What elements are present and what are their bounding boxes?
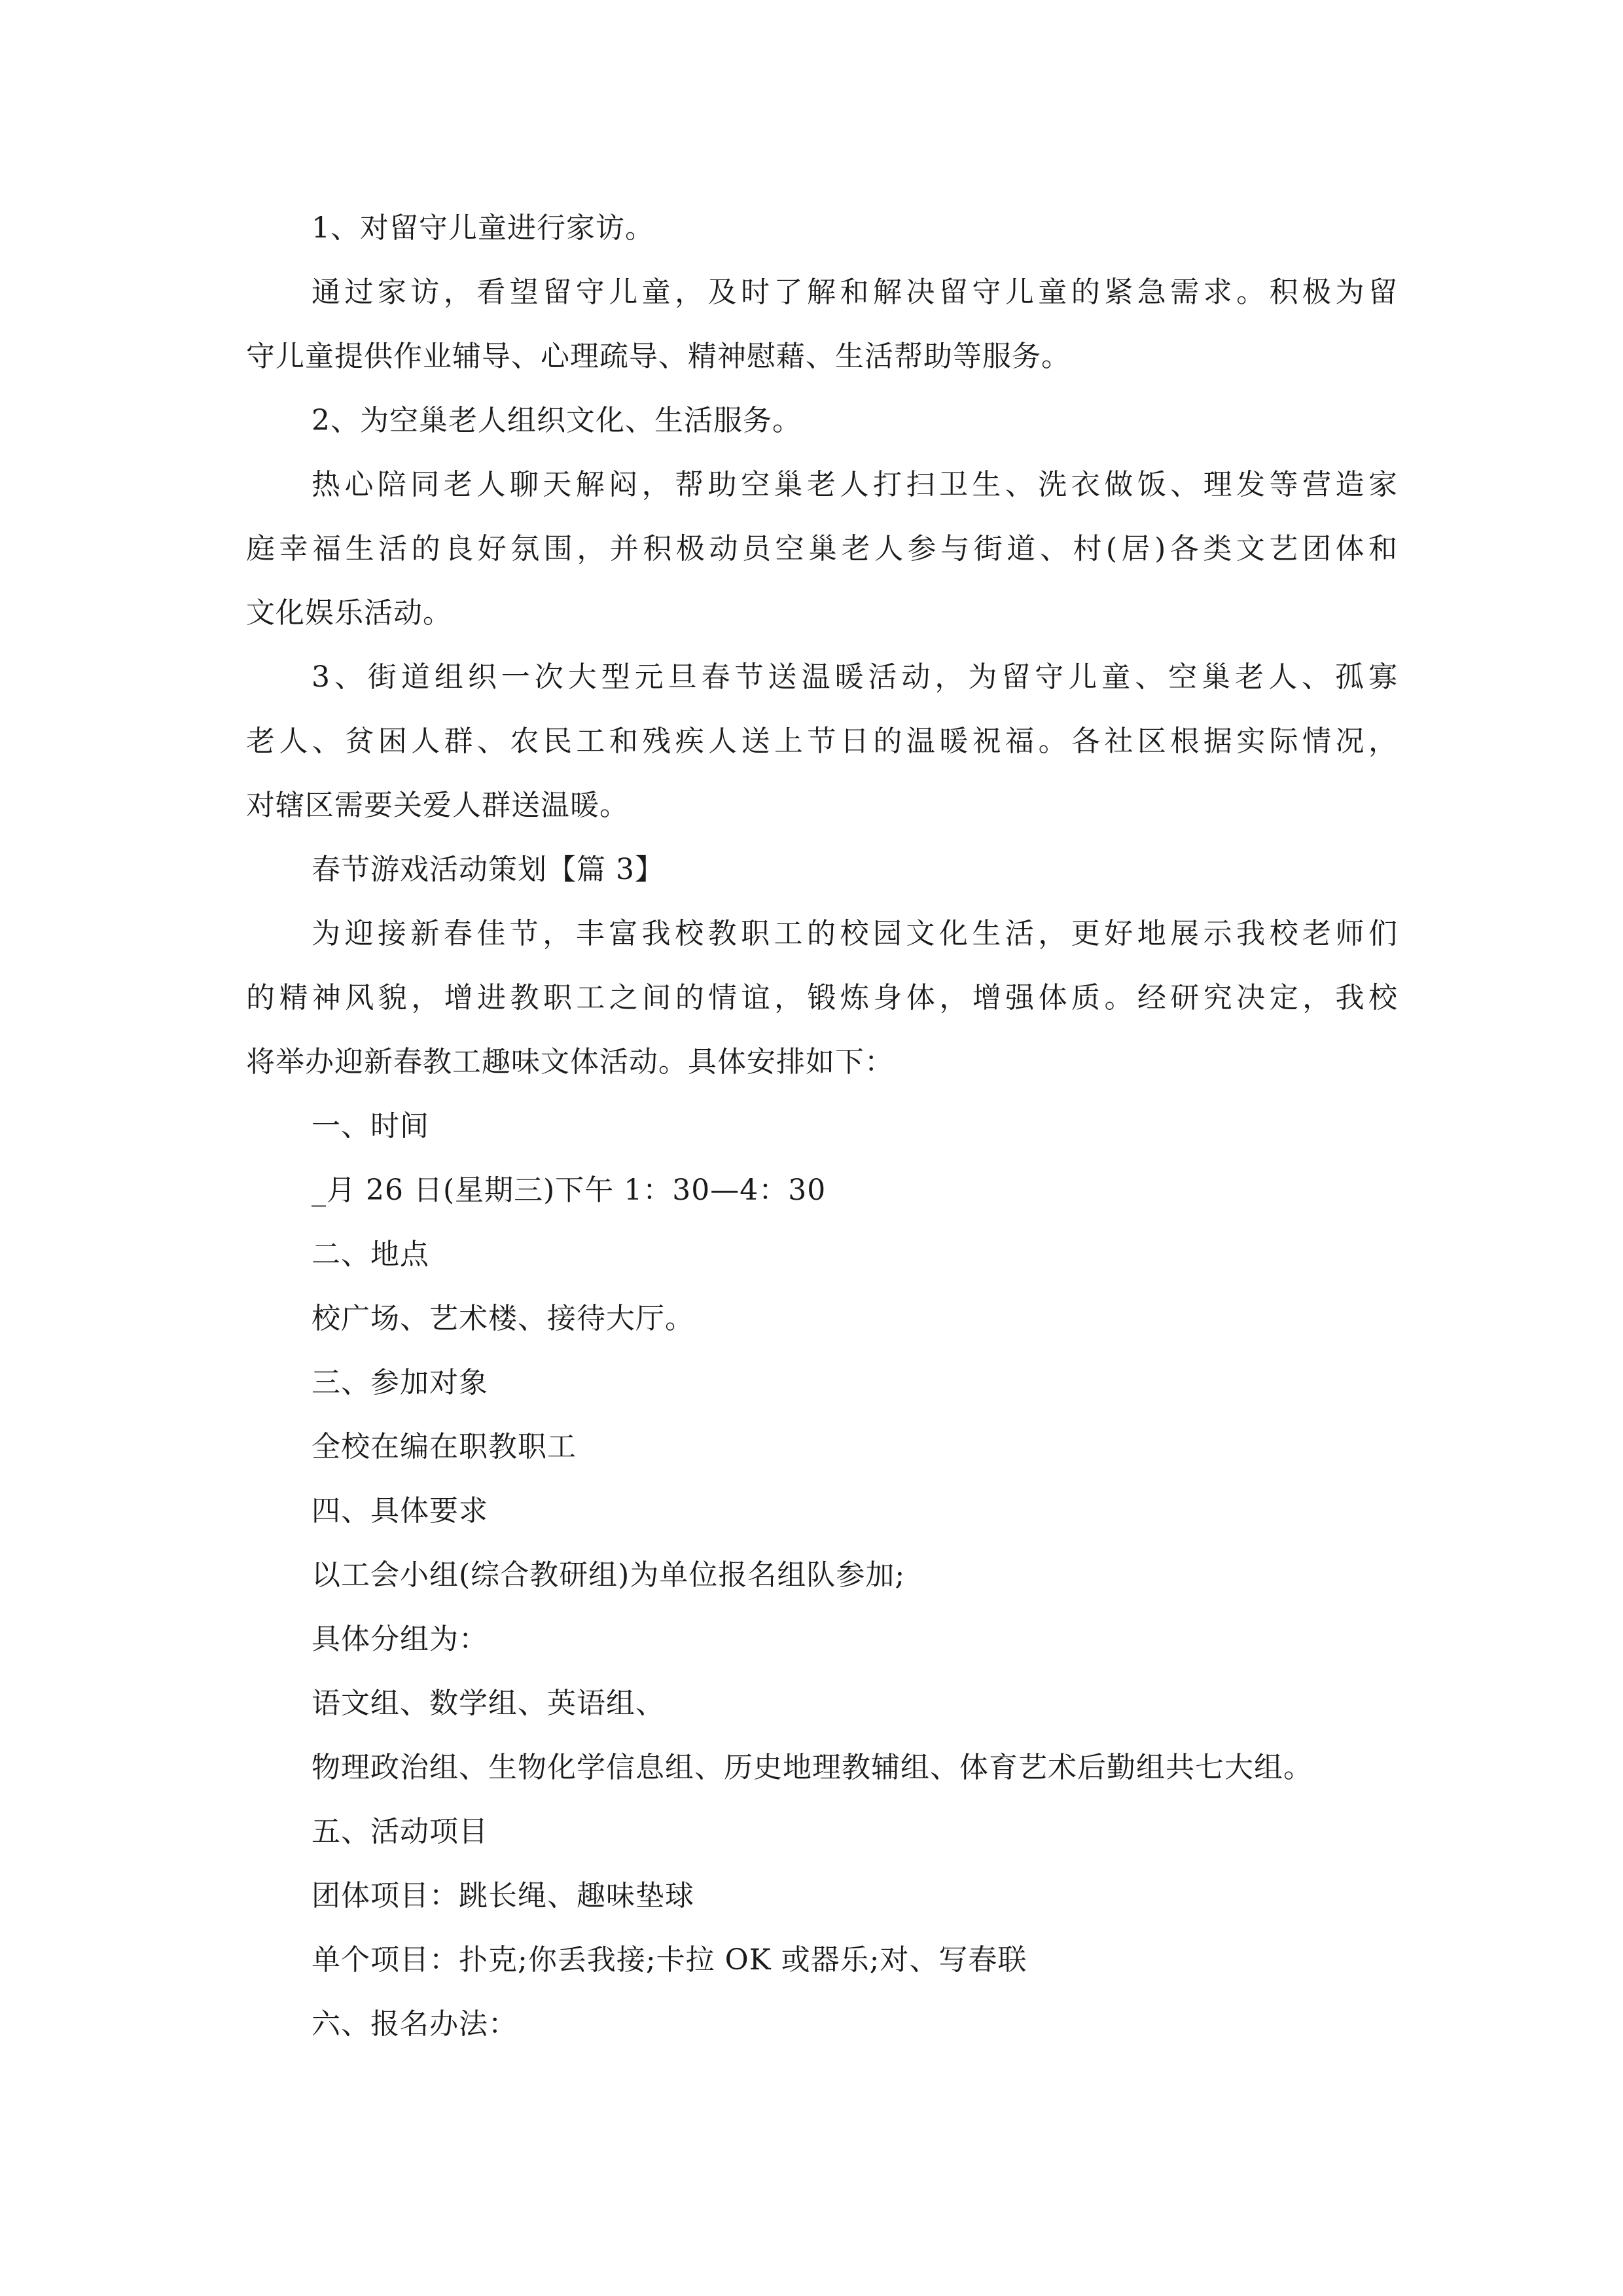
text-line: 1、对留守儿童进行家访。 — [312, 211, 654, 245]
text-line: 的精神风貌，增进教职工之间的情谊，锻炼身体，增强体质。经研究决定，我校 — [246, 981, 1398, 1014]
subsection-heading: 三、参加对象 — [312, 1366, 488, 1399]
text-line: 对辖区需要关爱人群送温暖。 — [246, 789, 629, 822]
subsection-heading: 一、时间 — [312, 1109, 429, 1143]
subsection-heading: 五、活动项目 — [312, 1815, 488, 1848]
text-line: 通过家访，看望留守儿童，及时了解和解决留守儿童的紧急需求。积极为留 — [312, 276, 1398, 309]
text-line: 物理政治组、生物化学信息组、历史地理教辅组、体育艺术后勤组共七大组。 — [312, 1751, 1313, 1784]
section-heading: 春节游戏活动策划【篇 3】 — [312, 853, 664, 886]
subsection-heading: 二、地点 — [312, 1238, 429, 1271]
text-line: 2、为空巢老人组织文化、生活服务。 — [312, 404, 802, 437]
text-line: 团体项目：跳长绳、趣味垫球 — [312, 1879, 694, 1912]
text-line: 守儿童提供作业辅导、心理疏导、精神慰藉、生活帮助等服务。 — [246, 340, 1071, 373]
document-page — [246, 196, 1398, 2056]
text-line: 单个项目：扑克;你丢我接;卡拉 OK 或器乐;对、写春联 — [312, 1943, 1027, 1977]
text-line: 3、街道组织一次大型元旦春节送温暖活动，为留守儿童、空巢老人、孤寡 — [312, 660, 1398, 694]
text-line: 语文组、数学组、英语组、 — [312, 1687, 665, 1720]
text-line: 为迎接新春佳节，丰富我校教职工的校园文化生活，更好地展示我校老师们 — [312, 917, 1398, 950]
subsection-heading: 四、具体要求 — [312, 1494, 488, 1528]
text-line: 热心陪同老人聊天解闷，帮助空巢老人打扫卫生、洗衣做饭、理发等营造家 — [312, 468, 1398, 501]
text-line: 庭幸福生活的良好氛围，并积极动员空巢老人参与街道、村(居)各类文艺团体和 — [246, 532, 1398, 565]
text-line: 老人、贫困人群、农民工和残疾人送上节日的温暖祝福。各社区根据实际情况， — [246, 725, 1398, 758]
text-line: 全校在编在职教职工 — [312, 1430, 577, 1463]
text-line: 校广场、艺术楼、接待大厅。 — [312, 1302, 694, 1335]
text-line: 文化娱乐活动。 — [246, 596, 452, 630]
text-line: 以工会小组(综合教研组)为单位报名组队参加; — [312, 1558, 906, 1592]
text-line: _月 26 日(星期三)下午 1：30—4：30 — [312, 1174, 827, 1207]
subsection-heading: 六、报名办法： — [312, 2007, 518, 2041]
text-line: 具体分组为： — [312, 1623, 488, 1656]
text-line: 将举办迎新春教工趣味文体活动。具体安排如下： — [246, 1045, 894, 1079]
